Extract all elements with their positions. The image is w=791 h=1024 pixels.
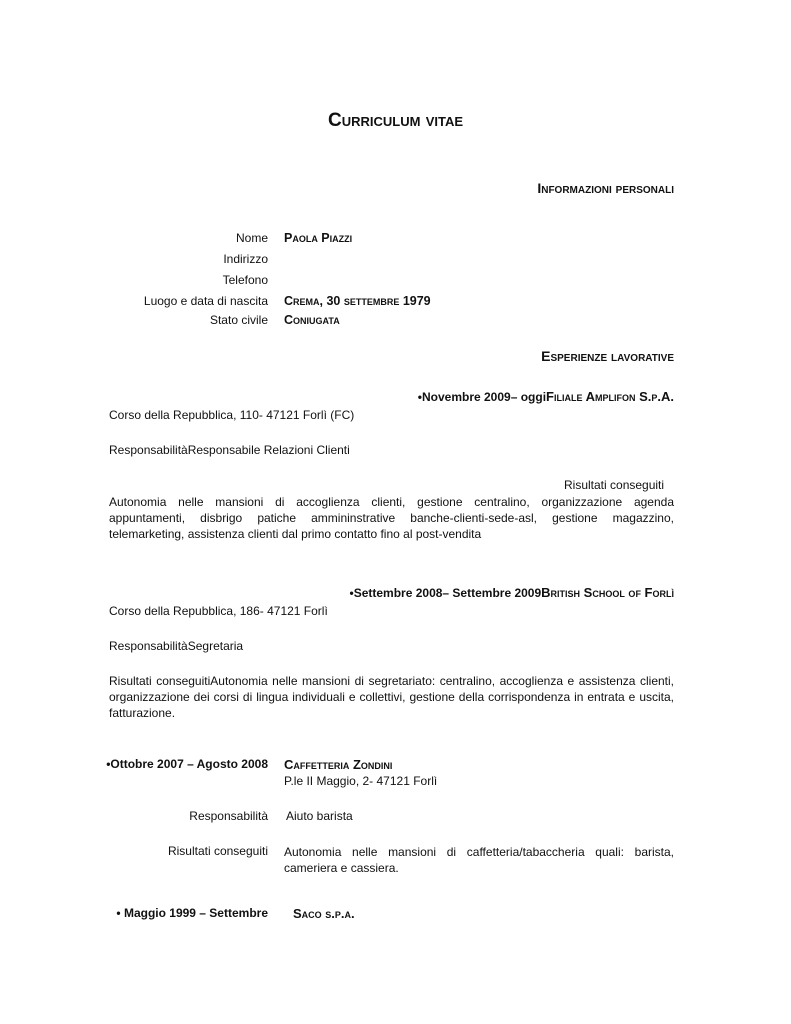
job-results-value: Autonomia nelle mansioni di accoglienza clienti, gestione centralino, organizzazione agenda appuntamenti, disbrigo patiche ammininstrative banche-clienti-sede-asl, gestione magazzino, telemarketing, assistenza clienti dal primo contatto fino al post-vendita (109, 495, 674, 541)
job-header (418, 389, 674, 404)
field-label-nascita: Luogo e data di nascita (143, 294, 268, 308)
job-resp-value: Aiuto barista (286, 809, 353, 823)
job-results-label: Risultati conseguiti (109, 674, 211, 688)
job-results (109, 673, 674, 721)
field-value-nascita: Crema, 30 settembre 1979 (284, 294, 431, 308)
job-employer: British School of Forlì (541, 585, 674, 600)
job-employer: Caffetteria Zondini (284, 757, 393, 772)
job-employer: Saco s.p.a. (293, 906, 355, 921)
job-results-label: Risultati conseguiti (167, 844, 268, 858)
job-results-value: Autonomia nelle mansioni di segretariato: centralino, accoglienza e assistenza clienti, organizzazione dei corsi di lingua individuali e collettivi, gestione della corrispondenza in entrata e uscita, fatturazione. (109, 674, 674, 720)
job-resp-value: Segretaria (187, 639, 244, 653)
job-employer: Filiale Amplifon S.p.A. (546, 389, 674, 404)
job-resp-label: Responsabilità (109, 443, 188, 457)
job-resp-label: Responsabilità (189, 809, 268, 823)
job-period: •Novembre 2009– oggi (417, 390, 547, 404)
job-results-value: Autonomia nelle mansioni di caffetteria/tabaccheria quali: barista, cameriera e cassiera. (284, 845, 674, 875)
job-responsibility (109, 443, 350, 457)
section-heading-personal: Informazioni personali (537, 180, 674, 196)
job-address: Corso della Repubblica, 110- 47121 Forlì (FC) (109, 408, 355, 422)
page-title: Curriculum vitae (327, 110, 464, 131)
field-label-stato-civile: Stato civile (209, 313, 268, 327)
field-label-indirizzo: Indirizzo (223, 252, 268, 266)
field-label-telefono: Telefono (222, 273, 268, 287)
job-period: •Settembre 2008– Settembre 2009 (349, 586, 542, 600)
job-results-label: Risultati conseguiti (564, 478, 665, 492)
field-value-stato-civile: Coniugata (284, 313, 340, 327)
field-label-nome: Nome (235, 231, 268, 245)
job-address: Corso della Repubblica, 186- 47121 Forlì (109, 604, 328, 618)
job-period: • Maggio 1999 – Settembre (116, 906, 268, 920)
job-address: P.le II Maggio, 2- 47121 Forlì (284, 774, 438, 788)
job-resp-label: Responsabilità (109, 639, 188, 653)
job-responsibility (109, 639, 243, 653)
job-resp-value: Responsabile Relazioni Clienti (187, 443, 350, 457)
section-heading-experience: Esperienze lavorative (541, 348, 674, 364)
job-header (350, 585, 675, 600)
field-value-nome: Paola Piazzi (284, 231, 353, 245)
job-period: •Ottobre 2007 – Agosto 2008 (106, 757, 268, 771)
